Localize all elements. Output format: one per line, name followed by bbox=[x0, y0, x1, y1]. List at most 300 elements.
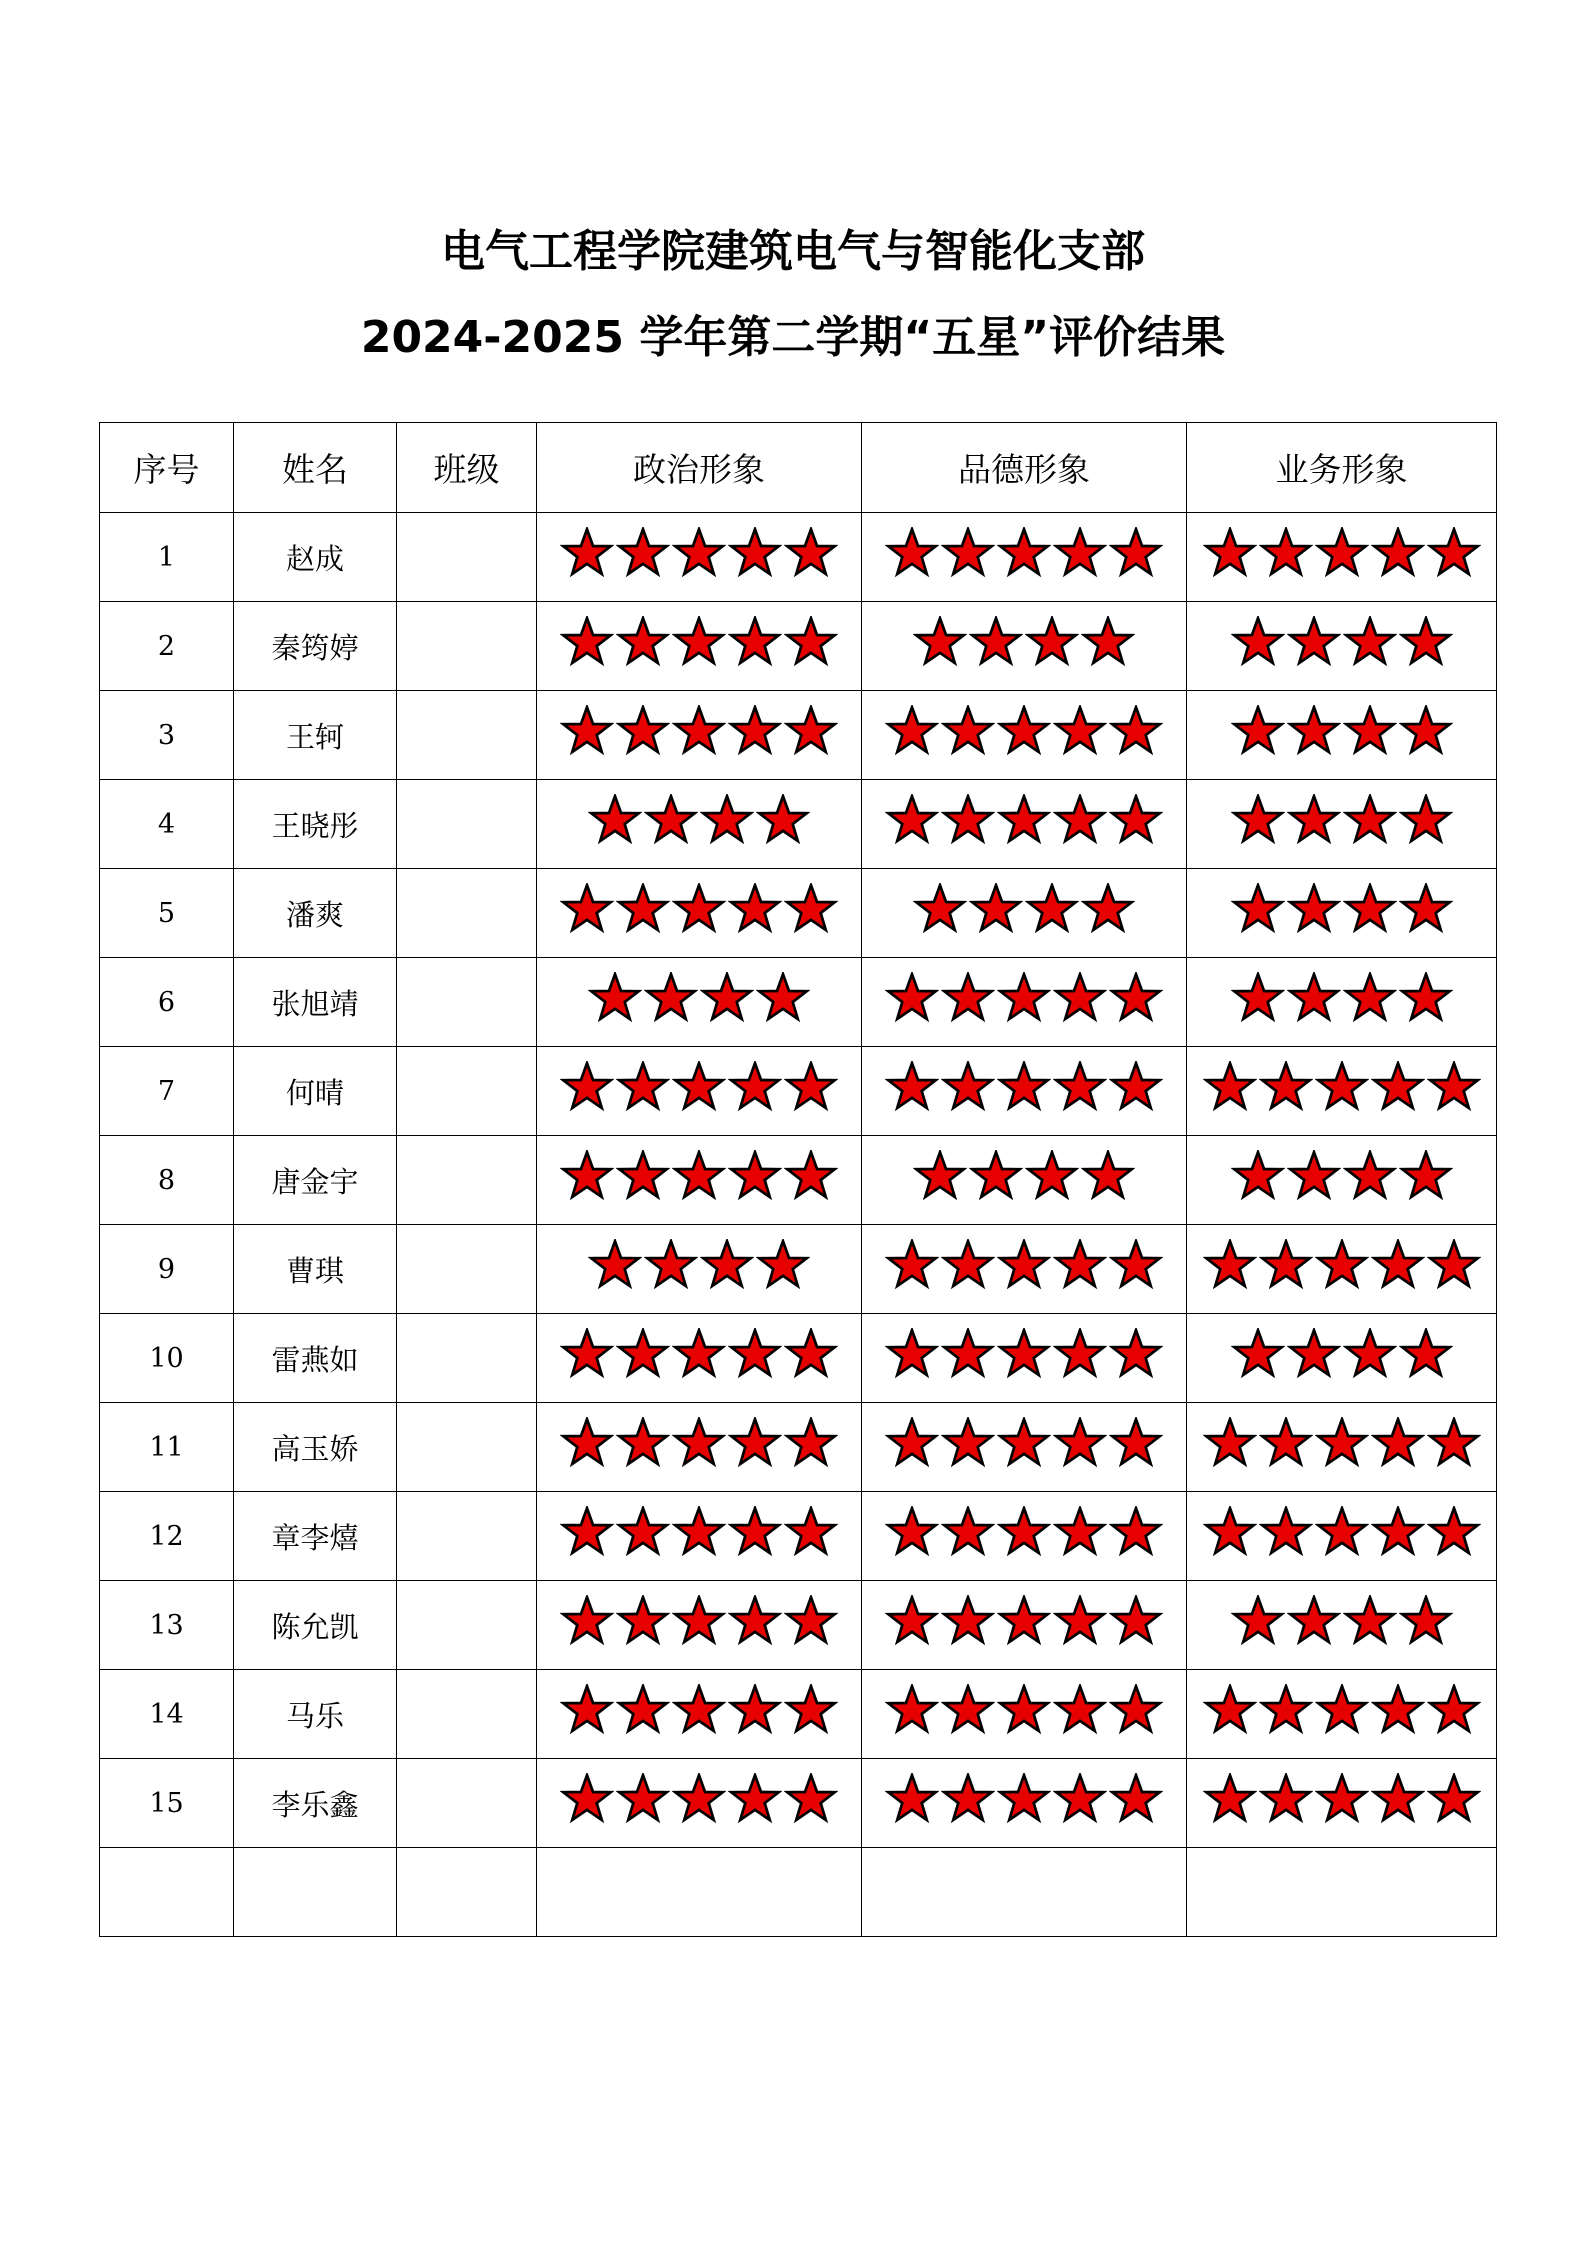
cell-name: 秦筠婷 bbox=[234, 602, 397, 691]
star-icon bbox=[1315, 1773, 1369, 1827]
star-icon bbox=[885, 1506, 939, 1560]
star-icon bbox=[1371, 1061, 1425, 1115]
cell-moral-stars bbox=[862, 602, 1187, 691]
star-icon bbox=[784, 705, 838, 759]
cell-professional-stars bbox=[1187, 513, 1497, 602]
star-icon bbox=[1287, 972, 1341, 1026]
cell-professional-stars bbox=[1187, 1225, 1497, 1314]
star-rating bbox=[588, 794, 810, 848]
star-icon bbox=[1203, 1061, 1257, 1115]
star-icon bbox=[672, 1328, 726, 1382]
cell-name: 王晓彤 bbox=[234, 780, 397, 869]
cell-number: 1 bbox=[100, 513, 234, 602]
star-rating bbox=[1231, 794, 1453, 848]
star-icon bbox=[941, 1684, 995, 1738]
star-icon bbox=[885, 527, 939, 581]
star-rating bbox=[885, 1506, 1163, 1560]
cell-name: 章李熺 bbox=[234, 1492, 397, 1581]
star-icon bbox=[1109, 794, 1163, 848]
star-icon bbox=[616, 705, 670, 759]
cell-name: 何晴 bbox=[234, 1047, 397, 1136]
star-icon bbox=[1343, 1328, 1397, 1382]
star-icon bbox=[560, 616, 614, 670]
star-rating bbox=[560, 1684, 838, 1738]
table-row bbox=[100, 1047, 1497, 1136]
star-icon bbox=[1109, 1061, 1163, 1115]
star-icon bbox=[885, 1239, 939, 1293]
star-icon bbox=[1399, 705, 1453, 759]
star-icon bbox=[941, 527, 995, 581]
table-row bbox=[100, 1581, 1497, 1670]
star-icon bbox=[1053, 1595, 1107, 1649]
cell-political-stars bbox=[537, 691, 862, 780]
star-icon bbox=[616, 883, 670, 937]
star-rating bbox=[560, 1506, 838, 1560]
star-icon bbox=[1343, 794, 1397, 848]
cell-number: 12 bbox=[100, 1492, 234, 1581]
star-icon bbox=[784, 1417, 838, 1471]
star-rating bbox=[885, 1684, 1163, 1738]
star-icon bbox=[1315, 1417, 1369, 1471]
star-icon bbox=[997, 1595, 1051, 1649]
star-icon bbox=[1399, 883, 1453, 937]
table-row bbox=[100, 958, 1497, 1047]
cell-number: 3 bbox=[100, 691, 234, 780]
star-icon bbox=[756, 1239, 810, 1293]
star-icon bbox=[1053, 1773, 1107, 1827]
star-icon bbox=[700, 972, 754, 1026]
star-rating bbox=[1203, 1239, 1481, 1293]
star-icon bbox=[941, 794, 995, 848]
star-icon bbox=[560, 1150, 614, 1204]
cell-name: 曹琪 bbox=[234, 1225, 397, 1314]
star-icon bbox=[588, 1239, 642, 1293]
cell-name: 王轲 bbox=[234, 691, 397, 780]
table-row bbox=[100, 1314, 1497, 1403]
star-icon bbox=[885, 794, 939, 848]
star-icon bbox=[728, 527, 782, 581]
cell-political-stars bbox=[537, 1403, 862, 1492]
cell-class bbox=[397, 1581, 537, 1670]
star-icon bbox=[672, 527, 726, 581]
table-header-row bbox=[100, 423, 1497, 513]
star-icon bbox=[1109, 1506, 1163, 1560]
star-icon bbox=[588, 972, 642, 1026]
star-icon bbox=[885, 972, 939, 1026]
star-icon bbox=[997, 794, 1051, 848]
star-rating bbox=[885, 1328, 1163, 1382]
cell-class bbox=[397, 1670, 537, 1759]
star-icon bbox=[1109, 1773, 1163, 1827]
star-icon bbox=[784, 1061, 838, 1115]
star-icon bbox=[1427, 1506, 1481, 1560]
star-icon bbox=[1053, 794, 1107, 848]
star-icon bbox=[1025, 883, 1079, 937]
cell-number: 13 bbox=[100, 1581, 234, 1670]
star-icon bbox=[672, 883, 726, 937]
star-icon bbox=[1053, 1239, 1107, 1293]
cell-political-stars bbox=[537, 780, 862, 869]
star-rating bbox=[588, 972, 810, 1026]
star-icon bbox=[784, 1506, 838, 1560]
cell-moral-stars bbox=[862, 1314, 1187, 1403]
star-icon bbox=[1203, 1684, 1257, 1738]
cell-moral-stars bbox=[862, 1581, 1187, 1670]
cell-professional-stars bbox=[1187, 869, 1497, 958]
star-icon bbox=[1109, 1417, 1163, 1471]
star-icon bbox=[644, 972, 698, 1026]
cell-professional-stars bbox=[1187, 1581, 1497, 1670]
star-icon bbox=[997, 1061, 1051, 1115]
star-icon bbox=[1259, 1239, 1313, 1293]
star-icon bbox=[1231, 616, 1285, 670]
star-icon bbox=[1231, 705, 1285, 759]
star-icon bbox=[1399, 616, 1453, 670]
star-rating bbox=[1231, 616, 1453, 670]
star-rating bbox=[1203, 527, 1481, 581]
star-icon bbox=[784, 1684, 838, 1738]
cell-number: 8 bbox=[100, 1136, 234, 1225]
cell-name: 陈允凯 bbox=[234, 1581, 397, 1670]
star-icon bbox=[588, 794, 642, 848]
star-icon bbox=[1053, 1684, 1107, 1738]
table-row bbox=[100, 1670, 1497, 1759]
cell-name: 李乐鑫 bbox=[234, 1759, 397, 1848]
star-icon bbox=[1371, 1417, 1425, 1471]
star-icon bbox=[728, 705, 782, 759]
star-icon bbox=[1259, 1417, 1313, 1471]
cell-number: 5 bbox=[100, 869, 234, 958]
star-icon bbox=[728, 883, 782, 937]
table-row bbox=[100, 1492, 1497, 1581]
star-icon bbox=[969, 883, 1023, 937]
star-rating bbox=[560, 1061, 838, 1115]
star-icon bbox=[616, 527, 670, 581]
star-icon bbox=[756, 794, 810, 848]
star-icon bbox=[1109, 972, 1163, 1026]
cell-class bbox=[397, 869, 537, 958]
cell-class bbox=[397, 780, 537, 869]
star-icon bbox=[1371, 1239, 1425, 1293]
star-rating bbox=[1231, 1150, 1453, 1204]
cell-professional-stars bbox=[1187, 1047, 1497, 1136]
star-icon bbox=[969, 1150, 1023, 1204]
cell-moral-stars bbox=[862, 1136, 1187, 1225]
star-icon bbox=[1231, 1328, 1285, 1382]
star-rating bbox=[560, 705, 838, 759]
cell-name: 张旭靖 bbox=[234, 958, 397, 1047]
star-icon bbox=[672, 1506, 726, 1560]
star-icon bbox=[1399, 1328, 1453, 1382]
cell-political-stars bbox=[537, 1670, 862, 1759]
cell-class bbox=[397, 602, 537, 691]
star-icon bbox=[728, 1595, 782, 1649]
star-icon bbox=[756, 972, 810, 1026]
cell-class bbox=[397, 1403, 537, 1492]
star-icon bbox=[672, 1417, 726, 1471]
cell-class bbox=[397, 1759, 537, 1848]
star-icon bbox=[913, 616, 967, 670]
star-icon bbox=[1287, 1150, 1341, 1204]
star-icon bbox=[700, 794, 754, 848]
cell-number: 9 bbox=[100, 1225, 234, 1314]
cell-professional-stars bbox=[1187, 780, 1497, 869]
star-icon bbox=[1427, 527, 1481, 581]
cell-political-stars bbox=[537, 1848, 862, 1937]
star-rating bbox=[1203, 1506, 1481, 1560]
cell-moral-stars bbox=[862, 1492, 1187, 1581]
cell-class bbox=[397, 513, 537, 602]
star-icon bbox=[728, 1328, 782, 1382]
cell-professional-stars bbox=[1187, 602, 1497, 691]
star-icon bbox=[1203, 1506, 1257, 1560]
star-icon bbox=[700, 1239, 754, 1293]
cell-moral-stars bbox=[862, 1670, 1187, 1759]
star-icon bbox=[1427, 1773, 1481, 1827]
star-icon bbox=[913, 1150, 967, 1204]
header-name: 姓名 bbox=[234, 423, 397, 513]
star-icon bbox=[997, 1506, 1051, 1560]
cell-moral-stars bbox=[862, 780, 1187, 869]
star-icon bbox=[941, 1061, 995, 1115]
star-icon bbox=[1109, 527, 1163, 581]
cell-number: 4 bbox=[100, 780, 234, 869]
star-icon bbox=[1371, 1684, 1425, 1738]
star-icon bbox=[784, 616, 838, 670]
star-icon bbox=[1231, 972, 1285, 1026]
star-icon bbox=[885, 1061, 939, 1115]
cell-number: 14 bbox=[100, 1670, 234, 1759]
star-rating bbox=[885, 1417, 1163, 1471]
cell-political-stars bbox=[537, 1314, 862, 1403]
star-icon bbox=[1109, 705, 1163, 759]
cell-political-stars bbox=[537, 1225, 862, 1314]
cell-political-stars bbox=[537, 1136, 862, 1225]
cell-professional-stars bbox=[1187, 1403, 1497, 1492]
cell-number bbox=[100, 1848, 234, 1937]
star-rating bbox=[1231, 972, 1453, 1026]
cell-class bbox=[397, 958, 537, 1047]
star-icon bbox=[1053, 527, 1107, 581]
star-icon bbox=[728, 616, 782, 670]
star-icon bbox=[1053, 1328, 1107, 1382]
cell-number: 7 bbox=[100, 1047, 234, 1136]
star-icon bbox=[997, 705, 1051, 759]
cell-number: 2 bbox=[100, 602, 234, 691]
star-icon bbox=[1427, 1417, 1481, 1471]
star-icon bbox=[1081, 883, 1135, 937]
star-rating bbox=[885, 972, 1163, 1026]
star-icon bbox=[560, 1595, 614, 1649]
cell-professional-stars bbox=[1187, 1136, 1497, 1225]
star-icon bbox=[1315, 1239, 1369, 1293]
star-icon bbox=[885, 705, 939, 759]
star-icon bbox=[728, 1150, 782, 1204]
star-icon bbox=[1025, 1150, 1079, 1204]
table-body bbox=[100, 513, 1497, 1937]
star-icon bbox=[997, 972, 1051, 1026]
star-icon bbox=[1371, 527, 1425, 581]
star-rating bbox=[560, 1328, 838, 1382]
star-rating bbox=[1231, 1328, 1453, 1382]
star-rating bbox=[588, 1239, 810, 1293]
star-icon bbox=[1399, 1595, 1453, 1649]
star-icon bbox=[997, 1328, 1051, 1382]
star-icon bbox=[1203, 1239, 1257, 1293]
cell-number: 15 bbox=[100, 1759, 234, 1848]
star-icon bbox=[672, 1595, 726, 1649]
cell-political-stars bbox=[537, 1492, 862, 1581]
cell-political-stars bbox=[537, 1759, 862, 1848]
cell-moral-stars bbox=[862, 1759, 1187, 1848]
header-moral-image: 品德形象 bbox=[862, 423, 1187, 513]
star-rating bbox=[560, 1150, 838, 1204]
cell-moral-stars bbox=[862, 958, 1187, 1047]
star-icon bbox=[560, 1328, 614, 1382]
cell-professional-stars bbox=[1187, 1848, 1497, 1937]
star-icon bbox=[560, 527, 614, 581]
star-icon bbox=[784, 1150, 838, 1204]
star-icon bbox=[1371, 1773, 1425, 1827]
star-icon bbox=[1427, 1061, 1481, 1115]
star-icon bbox=[560, 1773, 614, 1827]
star-icon bbox=[1399, 794, 1453, 848]
star-icon bbox=[1315, 1061, 1369, 1115]
star-icon bbox=[1203, 527, 1257, 581]
star-icon bbox=[885, 1684, 939, 1738]
cell-name: 高玉娇 bbox=[234, 1403, 397, 1492]
cell-political-stars bbox=[537, 958, 862, 1047]
star-icon bbox=[1427, 1239, 1481, 1293]
star-rating bbox=[1231, 883, 1453, 937]
star-icon bbox=[644, 1239, 698, 1293]
cell-class bbox=[397, 1848, 537, 1937]
cell-class bbox=[397, 1047, 537, 1136]
star-icon bbox=[672, 1061, 726, 1115]
star-icon bbox=[560, 1506, 614, 1560]
star-icon bbox=[672, 616, 726, 670]
star-icon bbox=[1343, 883, 1397, 937]
cell-class bbox=[397, 1314, 537, 1403]
cell-political-stars bbox=[537, 513, 862, 602]
star-icon bbox=[1081, 1150, 1135, 1204]
cell-moral-stars bbox=[862, 513, 1187, 602]
star-icon bbox=[560, 1417, 614, 1471]
header-number: 序号 bbox=[100, 423, 234, 513]
star-rating bbox=[913, 883, 1135, 937]
star-icon bbox=[672, 1773, 726, 1827]
table-row bbox=[100, 780, 1497, 869]
star-icon bbox=[997, 1684, 1051, 1738]
cell-name: 赵成 bbox=[234, 513, 397, 602]
header-political-image: 政治形象 bbox=[537, 423, 862, 513]
star-icon bbox=[941, 1417, 995, 1471]
star-icon bbox=[1231, 794, 1285, 848]
star-icon bbox=[616, 1684, 670, 1738]
star-rating bbox=[560, 1417, 838, 1471]
cell-professional-stars bbox=[1187, 1492, 1497, 1581]
star-icon bbox=[1053, 705, 1107, 759]
star-icon bbox=[1025, 616, 1079, 670]
cell-number: 6 bbox=[100, 958, 234, 1047]
star-rating bbox=[913, 616, 1135, 670]
cell-political-stars bbox=[537, 1581, 862, 1670]
cell-political-stars bbox=[537, 1047, 862, 1136]
star-icon bbox=[1287, 705, 1341, 759]
cell-professional-stars bbox=[1187, 691, 1497, 780]
cell-professional-stars bbox=[1187, 958, 1497, 1047]
star-icon bbox=[1343, 1595, 1397, 1649]
star-icon bbox=[784, 527, 838, 581]
table-row bbox=[100, 1759, 1497, 1848]
star-icon bbox=[1053, 1061, 1107, 1115]
star-icon bbox=[997, 527, 1051, 581]
cell-moral-stars bbox=[862, 1047, 1187, 1136]
star-icon bbox=[1231, 1150, 1285, 1204]
cell-moral-stars bbox=[862, 869, 1187, 958]
star-icon bbox=[1081, 616, 1135, 670]
star-icon bbox=[969, 616, 1023, 670]
star-icon bbox=[728, 1773, 782, 1827]
cell-class bbox=[397, 1136, 537, 1225]
star-icon bbox=[941, 972, 995, 1026]
star-icon bbox=[885, 1417, 939, 1471]
cell-class bbox=[397, 691, 537, 780]
cell-moral-stars bbox=[862, 1848, 1187, 1937]
star-icon bbox=[1053, 972, 1107, 1026]
star-rating bbox=[560, 1773, 838, 1827]
star-icon bbox=[1231, 883, 1285, 937]
star-icon bbox=[941, 1239, 995, 1293]
star-icon bbox=[1287, 883, 1341, 937]
star-icon bbox=[784, 1773, 838, 1827]
star-icon bbox=[1399, 972, 1453, 1026]
star-icon bbox=[616, 1328, 670, 1382]
star-icon bbox=[997, 1417, 1051, 1471]
star-icon bbox=[1231, 1595, 1285, 1649]
star-icon bbox=[1109, 1595, 1163, 1649]
star-icon bbox=[560, 1684, 614, 1738]
cell-number: 10 bbox=[100, 1314, 234, 1403]
document-title: 电气工程学院建筑电气与智能化支部 bbox=[441, 226, 1145, 277]
header-class: 班级 bbox=[397, 423, 537, 513]
star-rating bbox=[913, 1150, 1135, 1204]
table-row bbox=[100, 1848, 1497, 1937]
document-subtitle: 2024-2025 学年第二学期“五星”评价结果 bbox=[360, 312, 1226, 363]
star-icon bbox=[616, 1061, 670, 1115]
star-icon bbox=[885, 1595, 939, 1649]
star-rating bbox=[885, 705, 1163, 759]
star-icon bbox=[1259, 1684, 1313, 1738]
cell-class bbox=[397, 1492, 537, 1581]
star-icon bbox=[1109, 1328, 1163, 1382]
star-icon bbox=[672, 1684, 726, 1738]
star-icon bbox=[1427, 1684, 1481, 1738]
table-row bbox=[100, 1225, 1497, 1314]
star-rating bbox=[1231, 1595, 1453, 1649]
star-icon bbox=[1259, 1061, 1313, 1115]
star-rating bbox=[1203, 1684, 1481, 1738]
star-icon bbox=[1287, 794, 1341, 848]
star-icon bbox=[1109, 1239, 1163, 1293]
star-icon bbox=[1315, 1506, 1369, 1560]
cell-number: 11 bbox=[100, 1403, 234, 1492]
star-icon bbox=[941, 1773, 995, 1827]
cell-moral-stars bbox=[862, 691, 1187, 780]
cell-name bbox=[234, 1848, 397, 1937]
cell-political-stars bbox=[537, 602, 862, 691]
star-icon bbox=[1287, 1328, 1341, 1382]
